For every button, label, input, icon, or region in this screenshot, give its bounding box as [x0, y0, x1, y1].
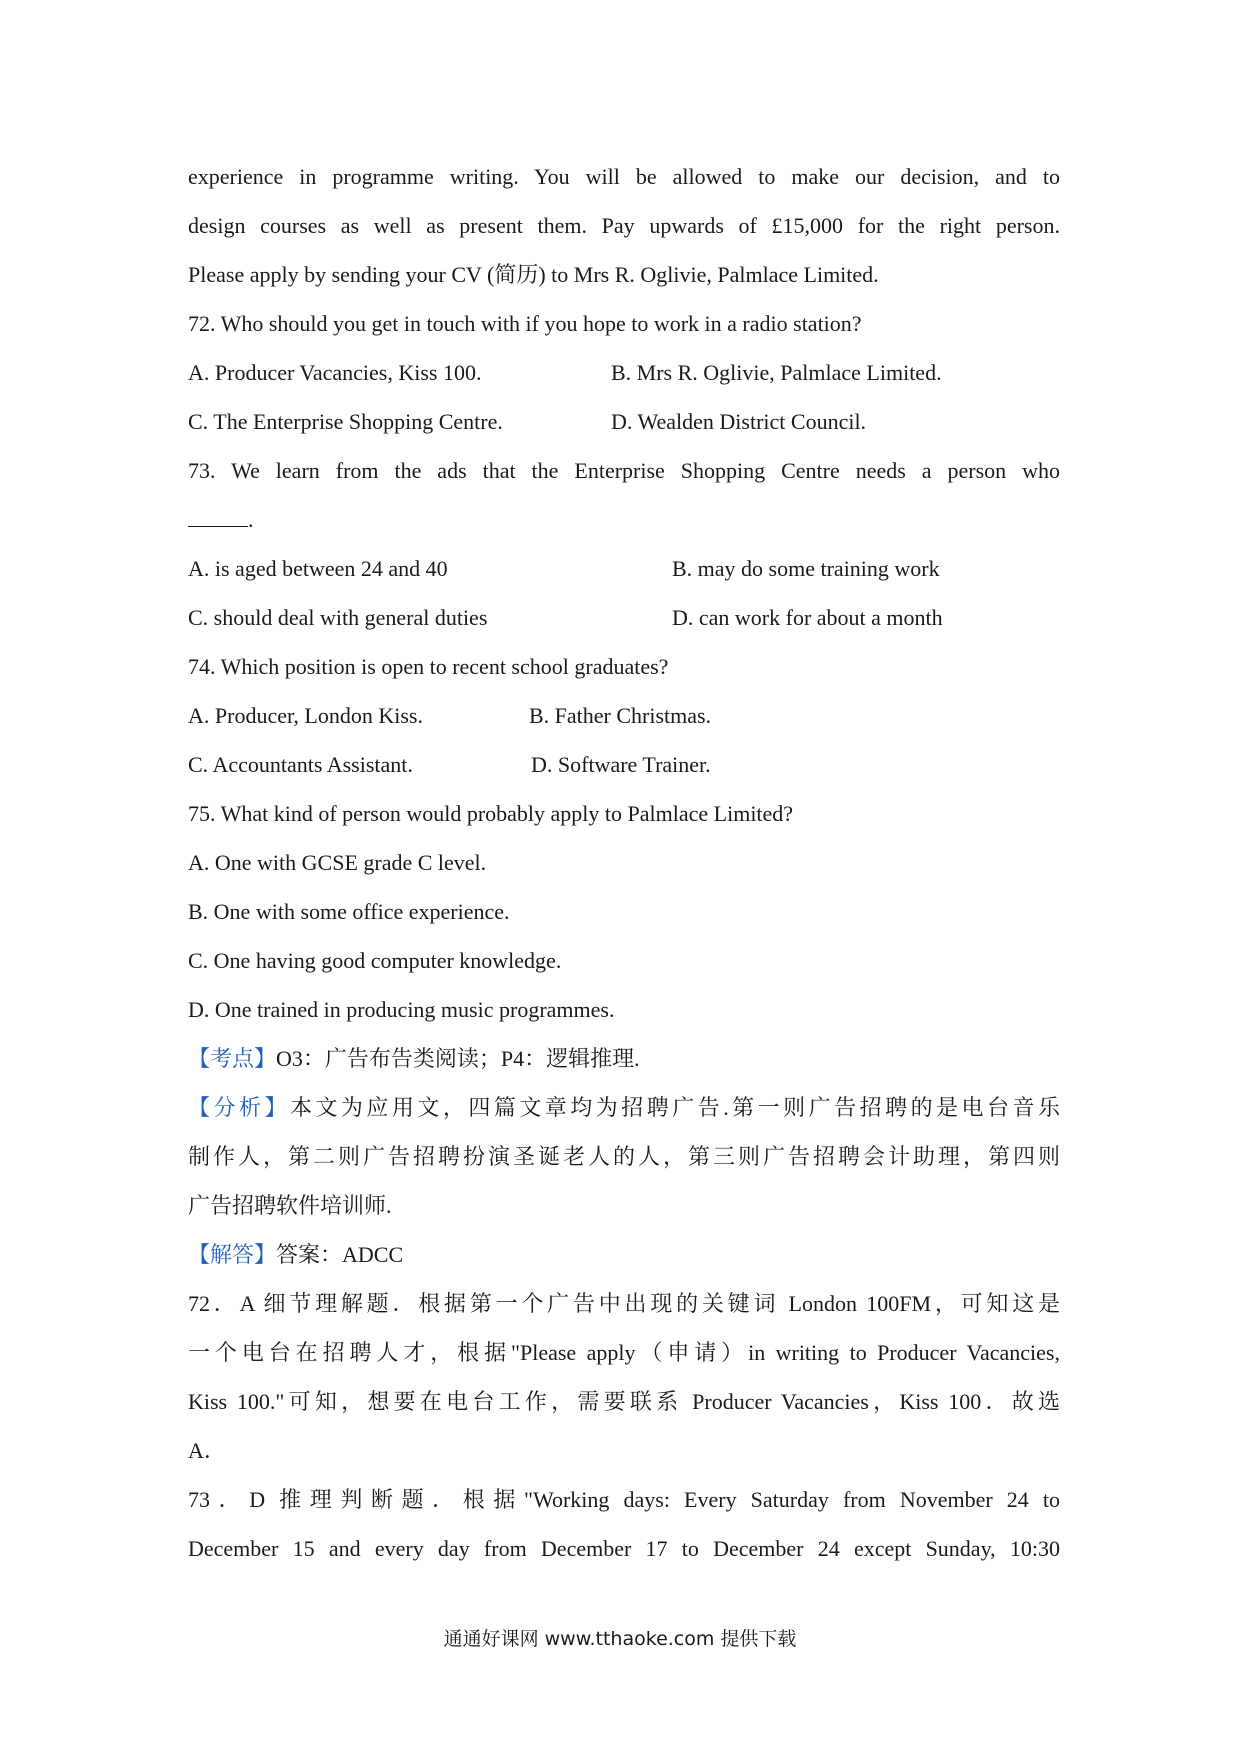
jieda-text: 答案：ADCC: [276, 1242, 404, 1267]
question-75: 75. What kind of person would probably apply to Palmlace Limited?: [188, 801, 794, 826]
fenxi-tag: 【分析】: [188, 1095, 290, 1120]
option-75-a: A. One with GCSE grade C level.: [188, 850, 487, 875]
option-72-d: D. Wealden District Council.: [611, 409, 867, 434]
jieda-line: [188, 1230, 1060, 1279]
fenxi-text-1: 本文为应用文，四篇文章均为招聘广告.第一则广告招聘的是电台音乐: [289, 1095, 1060, 1120]
question-74: 74. Which position is open to recent school graduates?: [188, 654, 669, 679]
option-75-d: D. One trained in producing music programmes.: [188, 997, 615, 1022]
option-74-b: B. Father Christmas.: [529, 703, 712, 728]
fenxi-line-2: 制作人，第二则广告招聘扮演圣诞老人的人，第三则广告招聘会计助理，第四则: [188, 1144, 1060, 1169]
fenxi-line-1: [188, 1083, 1060, 1132]
option-72-b: B. Mrs R. Oglivie, Palmlace Limited.: [611, 360, 942, 385]
page-body: [188, 152, 1060, 1573]
jieda-tag: 【解答】: [188, 1242, 277, 1267]
question-73-blank-line: [188, 495, 1060, 544]
answer-72-line-3: Kiss 100."可知，想要在电台工作，需要联系 Producer Vacancies，Kiss 100．故选: [188, 1389, 1060, 1414]
question-73: 73. We learn from the ads that the Enterprise Shopping Centre needs a person who: [188, 458, 1060, 483]
answer-72-line-4: A．: [188, 1438, 226, 1463]
answer-73-line-1: 73．D 推理判断题．根据"Working days: Every Saturday from November 24 to: [188, 1487, 1060, 1512]
option-74-d: D. Software Trainer.: [531, 752, 711, 777]
answer-72-line-2: 一个电台在招聘人才，根据"Please apply（申请）in writing to Producer Vacancies,: [188, 1340, 1060, 1365]
question-73-options-row-1: [188, 544, 1060, 593]
option-74-a: A. Producer, London Kiss.: [188, 703, 423, 728]
option-73-d: D. can work for about a month: [672, 605, 943, 630]
option-72-c: C. The Enterprise Shopping Centre.: [188, 409, 503, 434]
question-73-options-row-2: [188, 593, 1060, 642]
question-74-options-row-1: [188, 691, 1060, 740]
option-73-c: C. should deal with general duties: [188, 605, 488, 630]
kaodian-line: [188, 1034, 1060, 1083]
kaodian-text: O3：广告布告类阅读；P4：逻辑推理.: [276, 1046, 640, 1071]
answer-72-line-1: 72．A 细节理解题．根据第一个广告中出现的关键词 London 100FM，可知这是: [188, 1291, 1060, 1316]
intro-line-1: experience in programme writing. You will be allowed to make our decision, and to: [188, 164, 1060, 189]
fenxi-line-3: 广告招聘软件培训师.: [188, 1193, 392, 1218]
question-72-options-row-2: [188, 397, 1060, 446]
option-75-b: B. One with some office experience.: [188, 899, 510, 924]
intro-line-3: Please apply by sending your CV (简历) to Mrs R. Oglivie, Palmlace Limited.: [188, 262, 879, 287]
question-72: 72. Who should you get in touch with if you hope to work in a radio station?: [188, 311, 862, 336]
option-75-c: C. One having good computer knowledge.: [188, 948, 562, 973]
question-74-options-row-2: [188, 740, 1060, 789]
option-74-c: C. Accountants Assistant.: [188, 752, 413, 777]
page-footer: 通通好课网 www.tthaoke.com 提供下载: [443, 1628, 797, 1650]
intro-line-2: design courses as well as present them. Pay upwards of £15,000 for the right person.: [188, 213, 1060, 238]
option-73-a: A. is aged between 24 and 40: [188, 556, 448, 581]
option-72-a: A. Producer Vacancies, Kiss 100.: [188, 360, 482, 385]
answer-73-line-2: December 15 and every day from December 17 to December 24 except Sunday, 10:30: [188, 1536, 1060, 1561]
kaodian-tag: 【考点】: [188, 1046, 277, 1071]
option-73-b: B. may do some training work: [672, 556, 940, 581]
question-72-options-row-1: [188, 348, 1060, 397]
answer-blank: [188, 496, 248, 527]
blank-period: .: [248, 507, 254, 532]
